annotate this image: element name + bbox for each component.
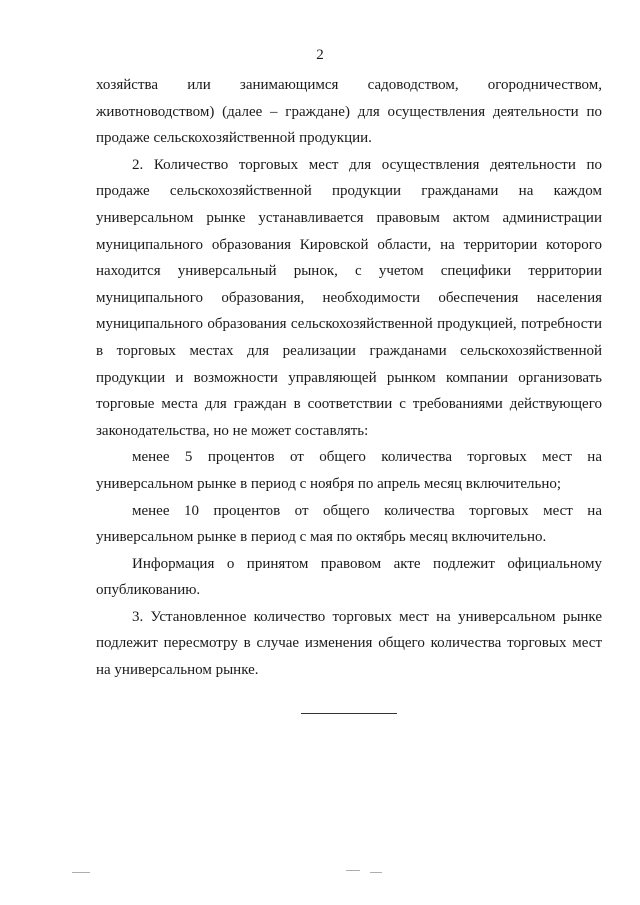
document-body bbox=[96, 72, 602, 684]
paragraph-subitem-5-percent: менее 5 процентов от общего количества торговых мест на универсальном рынке в период с ноября по апрель месяц включительно; bbox=[96, 449, 602, 492]
page-number: 2 bbox=[316, 47, 324, 63]
paragraph-item-2: 2. Количество торговых мест для осуществления деятельности по продаже сельскохозяйственной продукции гражданами на каждом универсальном рынке устанавливается правовым актом администрации муниципального образования Кировской области, на территории которого находится универсальный рынок, с учетом специфики территории муниципального образования, необходимости обеспечения населения муниципального образования сельскохозяйственной продукцией, потребности в торговых местах для реализации гражданами сельскохозяйственной продукции и возможности управляющей рынком компании организовать торговые места для граждан в соответствии с требованиями действующего законодательства, но не может составлять: bbox=[96, 156, 602, 439]
paragraph-publication-notice: Информация о принятом правовом акте подлежит официальному опубликованию. bbox=[96, 555, 602, 599]
scan-artifact bbox=[346, 870, 360, 871]
paragraph-item-3: 3. Установленное количество торговых мест на универсальном рынке подлежит пересмотру в случае изменения общего количества торговых мест на универсальном рынке. bbox=[96, 608, 602, 679]
paragraph-subitem-10-percent: менее 10 процентов от общего количества торговых мест на универсальном рынке в период с мая по октябрь месяц включительно. bbox=[96, 502, 602, 546]
end-divider-line bbox=[301, 713, 397, 714]
scan-artifact bbox=[72, 872, 90, 873]
paragraph-continuation: хозяйства или занимающимся садоводством, огородничеством, животноводством) (далее – граждане) для осуществления деятельности по продаже сельскохозяйственной продукции. bbox=[96, 77, 602, 147]
scan-artifact bbox=[370, 872, 382, 873]
